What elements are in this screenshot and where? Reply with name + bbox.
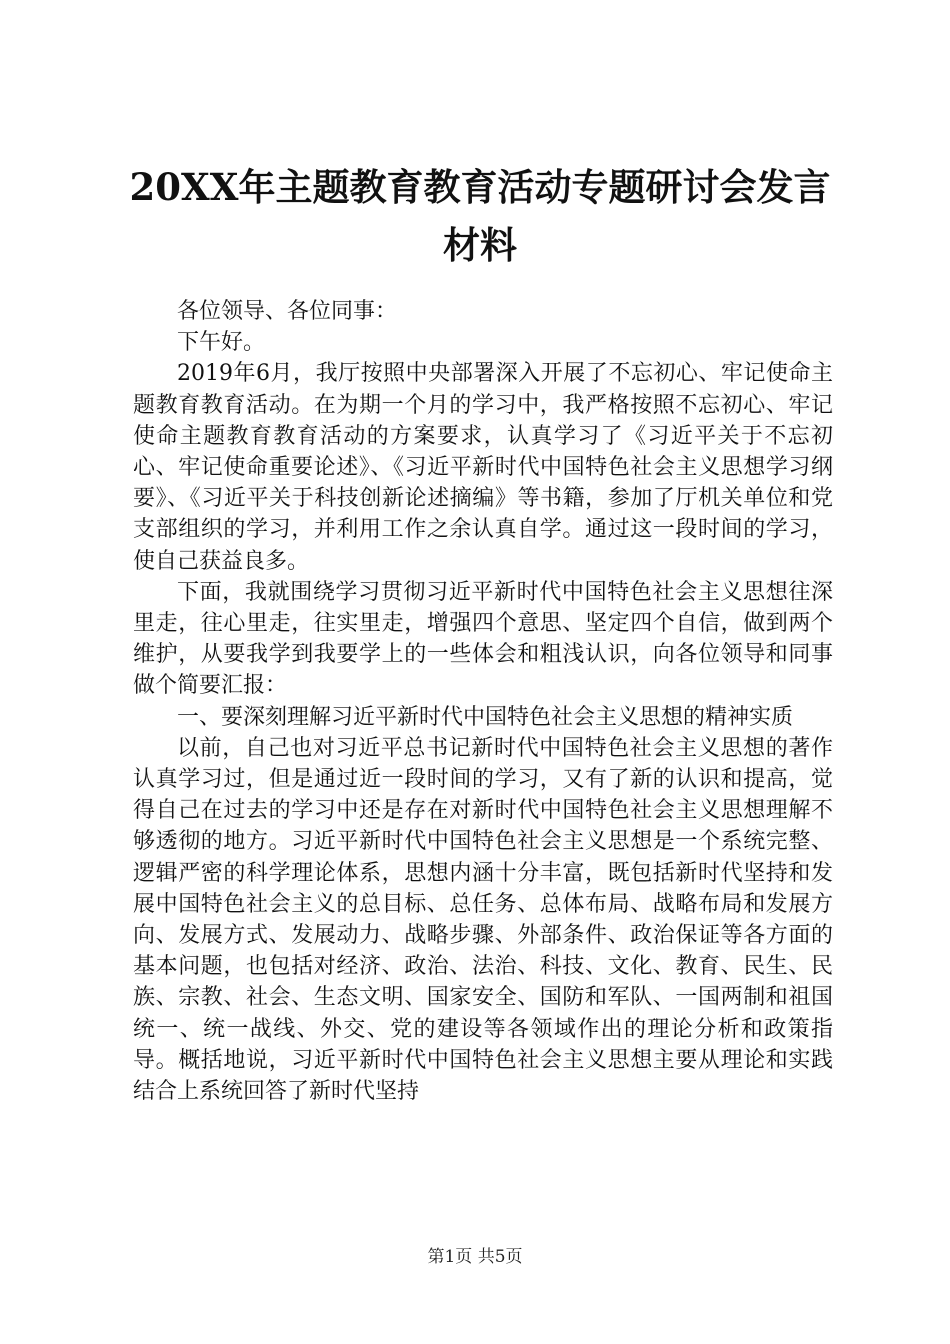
section-heading-1: 一、要深刻理解习近平新时代中国特色社会主义思想的精神实质 [177,704,794,730]
paragraph-greeting: 下午好。 [177,330,266,356]
page-footer: 第1页 共5页 [427,1247,523,1267]
paragraph-section-1: 以前，自己也对习近平总书记新时代中国特色社会主义思想的著作认真学习过，但是通过近一段时间的学习，又有了新的认识和提高，觉得自己在过去的学习中还是存在对新时代中国特色社会主义思想理解不够透彻的地方。习近平新时代中国特色社会主义思想是一个系统完整、逻辑严密的科学理论体系，思想内涵十分丰富，既包括新时代坚持和发展中国特色社会主义的总目标、总任务、总体布局、战略布局和发展方向、发展方式、发展动力、战略步骤、外部条件、政治保证等各方面的基本问题，也包括对经济、政治、法治、科技、文化、教育、民生、民族、宗教、社会、生态文明、国家安全、国防和军队、一国两制和祖国统一、统一战线、外交、党的建设等各领域作出的理论分析和政策指导。概括地说，习近平新时代中国特色社会主义思想主要从理论和实践结合上系统回答了新时代坚持 [133,735,833,1105]
document-body [133,296,833,1107]
paragraph-outline: 下面，我就围绕学习贯彻习近平新时代中国特色社会主义思想往深里走，往心里走，往实里走，增强四个意思、坚定四个自信，做到两个维护，从要我学到我要学上的一些体会和粗浅认识，向各位领导和同事做个简要汇报： [133,579,833,699]
document-title: 20XX年主题教育教育活动专题研讨会发言材料 [129,165,831,267]
paragraph-intro: 2019年6月，我厅按照中央部署深入开展了不忘初心、牢记使命主题教育教育活动。在为期一个月的学习中，我严格按照不忘初心、牢记使命主题教育教育活动的方案要求，认真学习了《习近平关于不忘初心、牢记使命重要论述》、《习近平新时代中国特色社会主义思想学习纲要》、《习近平关于科技创新论述摘编》等书籍，参加了厅机关单位和党支部组织的学习，并利用工作之余认真自学。通过这一段时间的学习，使自己获益良多。 [133,361,833,574]
paragraph-salutation: 各位领导、各位同事： [177,299,398,324]
